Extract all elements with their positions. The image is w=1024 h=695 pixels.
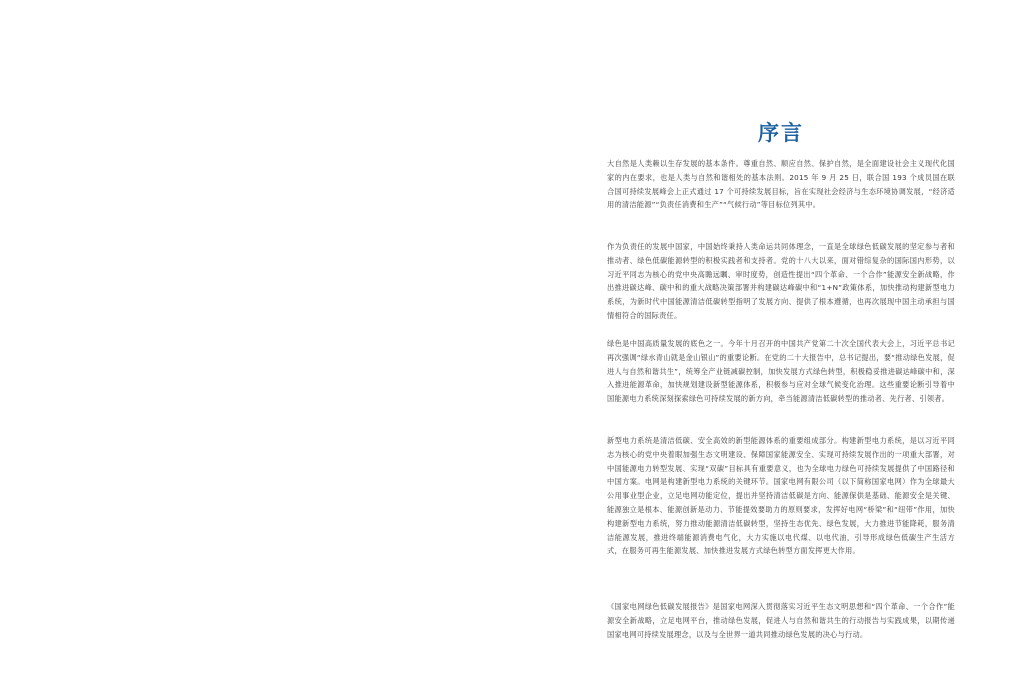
page-title: 序言 [758, 121, 804, 145]
paragraph-5: 《国家电网绿色低碳发展报告》是国家电网深入贯彻落实习近平生态文明思想和“四个革命、一个合作”能源安全新战略，立足电网平台，推动绿色发展，促进人与自然和谐共生的行动报告与实践成果，以期传递国家电网可持续发展理念，以及与全世界一道共同推动绿色发展的决心与行动。 [607, 602, 955, 639]
paragraph-2: 作为负责任的发展中国家，中国始终秉持人类命运共同体理念，一直是全球绿色低碳发展的坚定参与者和推动者、绿色低碳能源转型的积极实践者和支持者。党的十八大以来，面对错综复杂的国际国内形势，以习近平同志为核心的党中央高瞻远瞩、审时度势，创造性提出“四个革命、一个合作”能源安全新战略，作出推进碳达峰、碳中和的重大战略决策部署并构建碳达峰碳中和“1+N”政策体系，加快推动构建新型电力系统，为新时代中国能源清洁低碳转型指明了发展方向、提供了根本遵循，也再次展现中国主动承担与国情相符合的国际责任。 [607, 242, 955, 320]
paragraph-4: 新型电力系统是清洁低碳、安全高效的新型能源体系的重要组成部分。构建新型电力系统，是以习近平同志为核心的党中央着眼加强生态文明建设、保障国家能源安全、实现可持续发展作出的一项重大部署，对中国能源电力转型发展、实现“双碳”目标具有重要意义，也为全球电力绿色可持续发展提供了中国路径和中国方案。电网是构建新型电力系统的关键环节。国家电网有限公司（以下简称国家电网）作为全球最大公用事业型企业，立足电网功能定位，提出并坚持清洁低碳是方向、能源保供是基础、能源安全是关键、能源独立是根本、能源创新是动力、节能提效要助力的原则要求，发挥好电网“桥梁”和“纽带”作用，加快构建新型电力系统，努力推动能源清洁低碳转型，坚持生态优先、绿色发展，大力推进节能降耗，服务清洁能源发展，推进终端能源消费电气化，大力实施以电代煤、以电代油，引导形成绿色低碳生产生活方式，在服务可再生能源发展、加快推进发展方式绿色转型方面发挥更大作用。 [607, 436, 955, 556]
paragraph-3: 绿色是中国高质量发展的底色之一。今年十月召开的中国共产党第二十次全国代表大会上，习近平总书记再次强调“绿水青山就是金山银山”的重要论断。在党的二十大报告中，总书记提出，要“推动绿色发展，促进人与自然和谐共生”，统筹全产业链减碳控制，加快发展方式绿色转型，积极稳妥推进碳达峰碳中和，深入推进能源革命，加快规划建设新型能源体系，积极参与应对全球气候变化治理。这些重要论断引导着中国能源电力系统深刻探索绿色可持续发展的新方向，牵当能源清洁低碳转型的推动者、先行者、引领者。 [607, 339, 955, 404]
paragraph-1: 大自然是人类赖以生存发展的基本条件。尊重自然、顺应自然、保护自然，是全面建设社会主义现代化国家的内在要求，也是人类与自然和谐相处的基本法则。2015 年 9 月 25 日，联合国 193 个成员国在联合国可持续发展峰会上正式通过 17 个可持续发展目标，旨在实现社会经济与生态环境协调发展，“经济适用的清洁能源”“负责任消费和生产”“气候行动”等目标位列其中。 [607, 159, 955, 210]
